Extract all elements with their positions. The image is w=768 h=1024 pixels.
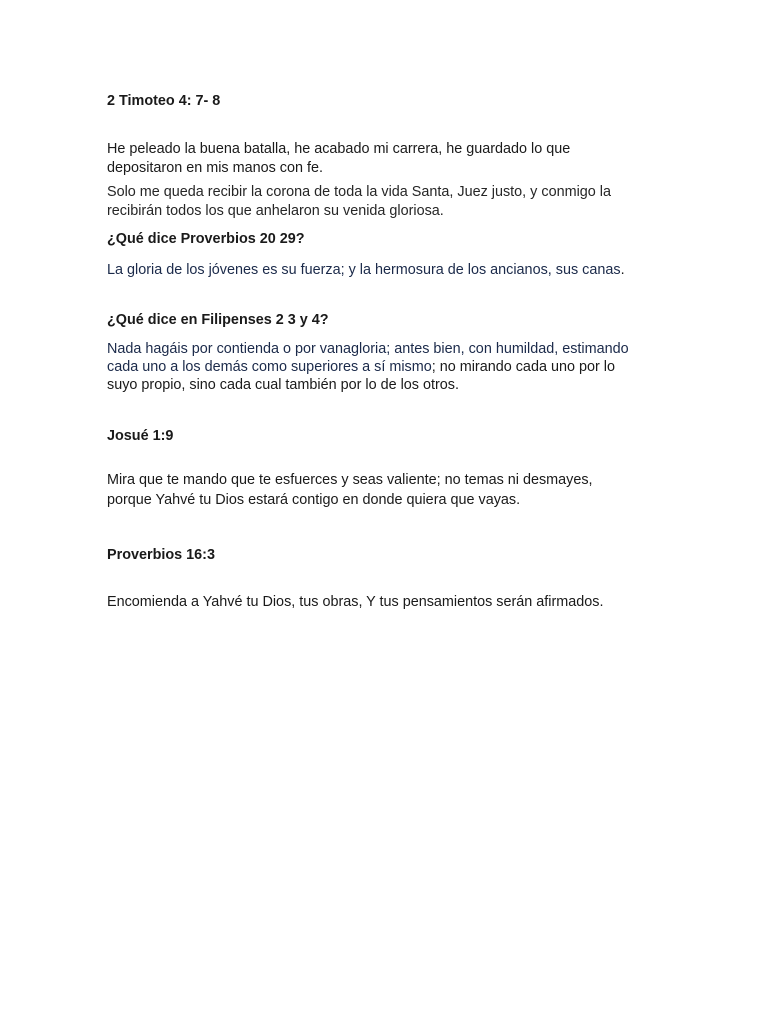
heading-proverbios-16-3: Proverbios 16:3 bbox=[107, 547, 215, 563]
paragraph-line: suyo propio, sino cada cual también por lo de los otros. bbox=[107, 377, 459, 393]
heading-josue: Josué 1:9 bbox=[107, 428, 174, 444]
paragraph-line: Nada hagáis por contienda o por vanagloria; antes bien, con humildad, estimando bbox=[107, 341, 629, 357]
paragraph-line: depositaron en mis manos con fe. bbox=[107, 160, 323, 176]
paragraph-line: porque Yahvé tu Dios estará contigo en donde quiera que vayas. bbox=[107, 492, 521, 508]
paragraph-line: Solo me queda recibir la corona de toda la vida Santa, Juez justo, y conmigo la bbox=[107, 184, 611, 200]
paragraph-line: Mira que te mando que te esfuerces y seas valiente; no temas ni desmayes, bbox=[107, 472, 593, 488]
verse-text: cada uno a los demás como superiores a sí mismo bbox=[107, 359, 432, 375]
verse-text: ; no mirando cada uno por lo bbox=[431, 359, 615, 375]
paragraph-line: Encomienda a Yahvé tu Dios, tus obras, Y tus pensamientos serán afirmados. bbox=[107, 594, 604, 610]
paragraph-line bbox=[107, 358, 615, 377]
heading-filipenses: ¿Qué dice en Filipenses 2 3 y 4? bbox=[107, 312, 329, 328]
verse-text: La gloria de los jóvenes es su fuerza; y la hermosura de los ancianos, sus canas bbox=[107, 262, 621, 278]
paragraph-line: recibirán todos los que anhelaron su venida gloriosa. bbox=[107, 203, 444, 219]
paragraph-line bbox=[107, 261, 625, 280]
heading-2-timoteo: 2 Timoteo 4: 7- 8 bbox=[107, 93, 221, 109]
verse-period: . bbox=[620, 262, 625, 278]
heading-proverbios-20-29: ¿Qué dice Proverbios 20 29? bbox=[107, 231, 305, 247]
paragraph-line: He peleado la buena batalla, he acabado mi carrera, he guardado lo que bbox=[107, 141, 571, 157]
